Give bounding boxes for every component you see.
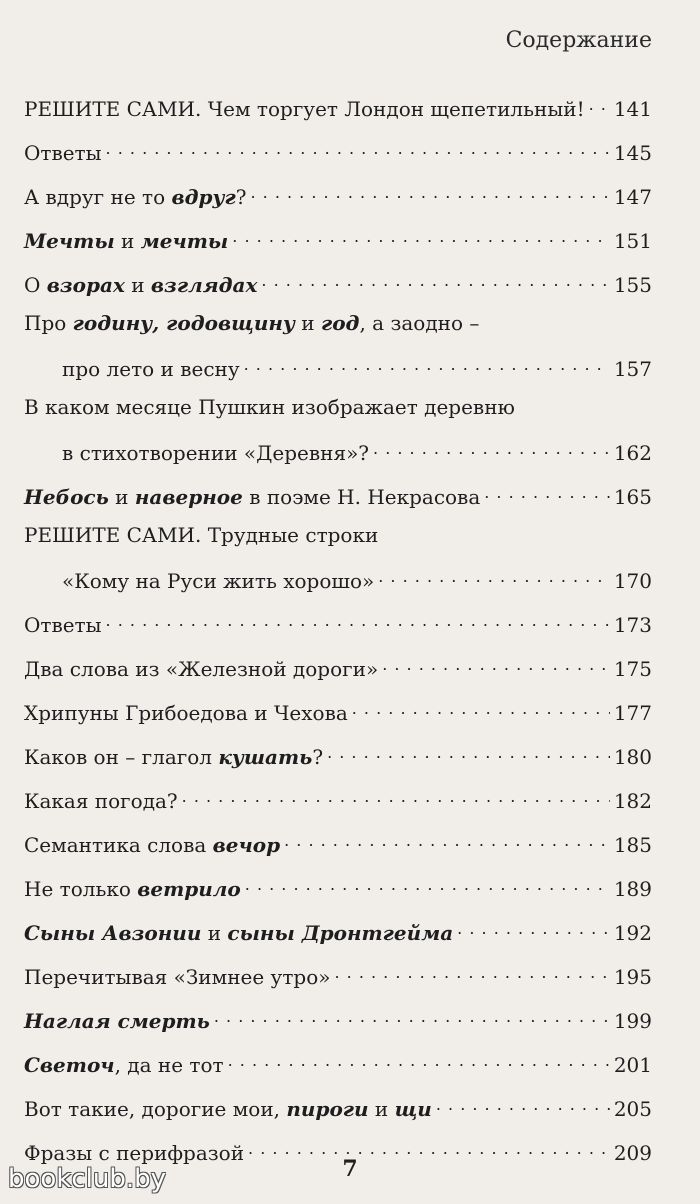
toc-page-number: 145 bbox=[613, 141, 652, 165]
title-text: ? bbox=[235, 185, 247, 209]
toc-entry bbox=[24, 782, 652, 813]
toc-entry-title bbox=[24, 484, 480, 510]
toc-entry-title bbox=[24, 964, 330, 990]
toc-line bbox=[24, 522, 652, 548]
toc-line bbox=[24, 222, 652, 253]
emphasized-text: наверное bbox=[134, 485, 243, 509]
table-of-contents bbox=[24, 90, 652, 1178]
toc-page-number: 195 bbox=[613, 965, 652, 989]
toc-entry bbox=[24, 870, 652, 901]
toc-page-number: 165 bbox=[613, 485, 652, 509]
dot-leader bbox=[373, 434, 610, 460]
toc-line bbox=[24, 266, 652, 297]
toc-page-number: 151 bbox=[613, 229, 652, 253]
emphasized-text: ветрило bbox=[137, 877, 241, 901]
title-text: Ответы bbox=[24, 141, 102, 165]
emphasized-text: Наглая смерть bbox=[24, 1009, 210, 1033]
title-text: Перечитывая «Зимнее утро» bbox=[24, 965, 331, 989]
toc-page-number: 209 bbox=[613, 1141, 652, 1165]
dot-leader bbox=[589, 90, 610, 116]
toc-line bbox=[24, 178, 652, 209]
dot-leader bbox=[352, 694, 610, 720]
dot-leader bbox=[244, 350, 610, 376]
toc-entry bbox=[24, 178, 652, 209]
toc-entry-title bbox=[62, 356, 240, 382]
toc-line bbox=[24, 310, 652, 336]
toc-line bbox=[24, 1090, 652, 1121]
toc-page-number: 141 bbox=[613, 97, 652, 121]
dot-leader bbox=[182, 782, 610, 808]
toc-entry-title bbox=[24, 700, 348, 726]
watermark: bookclub.by bbox=[8, 1164, 167, 1194]
toc-line bbox=[24, 694, 652, 725]
toc-page-number: 205 bbox=[613, 1097, 652, 1121]
toc-entry-title bbox=[24, 310, 479, 336]
emphasized-text: Мечты bbox=[24, 229, 115, 253]
toc-page-number: 147 bbox=[613, 185, 652, 209]
dot-leader bbox=[214, 1002, 610, 1028]
title-text: Фразы с перифразой bbox=[24, 1141, 245, 1165]
toc-entry-title bbox=[62, 568, 374, 594]
toc-entry-title bbox=[24, 184, 246, 210]
toc-entry-title bbox=[24, 920, 453, 946]
emphasized-text: пироги bbox=[286, 1097, 369, 1121]
toc-page-number: 180 bbox=[613, 745, 652, 769]
dot-leader bbox=[106, 134, 610, 160]
toc-entry-title bbox=[24, 744, 323, 770]
toc-line bbox=[24, 650, 652, 681]
toc-line bbox=[24, 434, 652, 465]
emphasized-text: год bbox=[320, 311, 360, 335]
title-text: Про bbox=[24, 311, 73, 335]
toc-entry-title bbox=[24, 832, 280, 858]
emphasized-text: Небось bbox=[24, 485, 109, 509]
emphasized-text: вдруг bbox=[171, 185, 236, 209]
toc-entry bbox=[24, 650, 652, 681]
toc-entry bbox=[24, 1046, 652, 1077]
toc-page-number: 201 bbox=[613, 1053, 652, 1077]
emphasized-text: Светоч bbox=[24, 1053, 115, 1077]
toc-entry-title bbox=[24, 272, 257, 298]
toc-page-number: 173 bbox=[613, 613, 652, 637]
dot-leader bbox=[232, 222, 610, 248]
toc-entry bbox=[24, 958, 652, 989]
running-header: Содержание bbox=[505, 28, 652, 53]
toc-line bbox=[24, 1046, 652, 1077]
title-text: в поэме Н. Некрасова bbox=[242, 485, 481, 509]
toc-page-number: 155 bbox=[613, 273, 652, 297]
toc-line bbox=[24, 914, 652, 945]
toc-line bbox=[24, 958, 652, 989]
toc-entry-title bbox=[24, 1008, 210, 1034]
toc-entry-title bbox=[24, 228, 228, 254]
dot-leader bbox=[327, 738, 610, 764]
title-text: О bbox=[24, 273, 47, 297]
title-text: Какая погода? bbox=[24, 789, 178, 813]
toc-entry bbox=[24, 914, 652, 945]
title-text: и bbox=[114, 229, 141, 253]
toc-entry bbox=[24, 738, 652, 769]
toc-line bbox=[24, 738, 652, 769]
toc-entry-title bbox=[24, 612, 102, 638]
toc-line bbox=[24, 826, 652, 857]
toc-line bbox=[24, 562, 652, 593]
title-text: Два слова из «Железной дороги» bbox=[24, 657, 379, 681]
dot-leader bbox=[334, 958, 609, 984]
title-text: Вот такие, дорогие мои, bbox=[24, 1097, 287, 1121]
emphasized-text: вечор bbox=[212, 833, 281, 857]
title-text: и bbox=[368, 1097, 395, 1121]
toc-entry-title bbox=[24, 522, 378, 548]
title-text: «Кому на Руси жить хорошо» bbox=[62, 569, 375, 593]
toc-line bbox=[24, 870, 652, 901]
title-text: Не только bbox=[24, 877, 138, 901]
toc-line bbox=[24, 134, 652, 165]
dot-leader bbox=[484, 478, 610, 504]
toc-entry bbox=[24, 310, 652, 381]
title-text: Хрипуны Грибоедова и Чехова bbox=[24, 701, 348, 725]
title-text: Семантика слова bbox=[24, 833, 213, 857]
dot-leader bbox=[245, 870, 610, 896]
toc-entry-title bbox=[24, 1096, 432, 1122]
emphasized-text: сыны Дронтгейма bbox=[227, 921, 454, 945]
toc-line bbox=[24, 478, 652, 509]
emphasized-text: кушать bbox=[218, 745, 313, 769]
toc-entry-title bbox=[24, 96, 585, 122]
title-text: В каком месяце Пушкин изображает деревню bbox=[24, 395, 515, 419]
toc-entry bbox=[24, 1090, 652, 1121]
toc-entry bbox=[24, 522, 652, 593]
emphasized-text: взорах bbox=[46, 273, 125, 297]
toc-entry-title bbox=[24, 1052, 224, 1078]
dot-leader bbox=[228, 1046, 610, 1072]
toc-line bbox=[24, 90, 652, 121]
toc-entry bbox=[24, 394, 652, 465]
toc-entry bbox=[24, 134, 652, 165]
toc-line bbox=[24, 394, 652, 420]
toc-page-number: 182 bbox=[613, 789, 652, 813]
toc-page-number: 162 bbox=[613, 441, 652, 465]
toc-page-number: 199 bbox=[613, 1009, 652, 1033]
title-text: в стихотворении «Деревня»? bbox=[62, 441, 370, 465]
toc-entry bbox=[24, 478, 652, 509]
toc-page-number: 189 bbox=[613, 877, 652, 901]
toc-entry bbox=[24, 606, 652, 637]
toc-line bbox=[24, 350, 652, 381]
toc-line bbox=[24, 1002, 652, 1033]
toc-entry-title bbox=[24, 656, 378, 682]
title-text: и bbox=[124, 273, 151, 297]
toc-entry bbox=[24, 694, 652, 725]
toc-line bbox=[24, 782, 652, 813]
toc-page-number: 175 bbox=[613, 657, 652, 681]
dot-leader bbox=[378, 562, 610, 588]
toc-page-number: 170 bbox=[613, 569, 652, 593]
emphasized-text: щи bbox=[394, 1097, 432, 1121]
toc-entry bbox=[24, 222, 652, 253]
title-text: РЕШИТЕ САМИ. Трудные строки bbox=[24, 523, 379, 547]
title-text: А вдруг не то bbox=[24, 185, 172, 209]
toc-entry-title bbox=[24, 140, 102, 166]
toc-entry bbox=[24, 826, 652, 857]
emphasized-text: взглядах bbox=[150, 273, 258, 297]
page-number: 7 bbox=[342, 1156, 358, 1182]
toc-line bbox=[24, 606, 652, 637]
title-text: и bbox=[108, 485, 135, 509]
dot-leader bbox=[284, 826, 610, 852]
toc-entry-title bbox=[24, 394, 515, 420]
dot-leader bbox=[436, 1090, 610, 1116]
title-text: Каков он – глагол bbox=[24, 745, 219, 769]
toc-entry bbox=[24, 1002, 652, 1033]
toc-entry-title bbox=[24, 788, 178, 814]
toc-entry-title bbox=[24, 876, 241, 902]
emphasized-text: Сыны Авзонии bbox=[24, 921, 202, 945]
title-text: и bbox=[201, 921, 228, 945]
title-text: , да не тот bbox=[114, 1053, 224, 1077]
dot-leader bbox=[457, 914, 610, 940]
title-text: Ответы bbox=[24, 613, 102, 637]
toc-page-number: 192 bbox=[613, 921, 652, 945]
title-text: ? bbox=[312, 745, 324, 769]
title-text: РЕШИТЕ САМИ. Чем торгует Лондон щепетильный! bbox=[24, 97, 585, 121]
dot-leader bbox=[250, 178, 609, 204]
toc-entry-title bbox=[62, 440, 369, 466]
emphasized-text: мечты bbox=[140, 229, 229, 253]
toc-page-number: 157 bbox=[613, 357, 652, 381]
title-text: и bbox=[294, 311, 321, 335]
dot-leader bbox=[382, 650, 610, 676]
toc-page-number: 185 bbox=[613, 833, 652, 857]
toc-entry bbox=[24, 266, 652, 297]
emphasized-text: годину, годовщину bbox=[72, 311, 295, 335]
title-text: про лето и весну bbox=[62, 357, 240, 381]
toc-entry bbox=[24, 90, 652, 121]
toc-page-number: 177 bbox=[613, 701, 652, 725]
dot-leader bbox=[261, 266, 609, 292]
title-text: , а заодно – bbox=[359, 311, 480, 335]
dot-leader bbox=[106, 606, 610, 632]
